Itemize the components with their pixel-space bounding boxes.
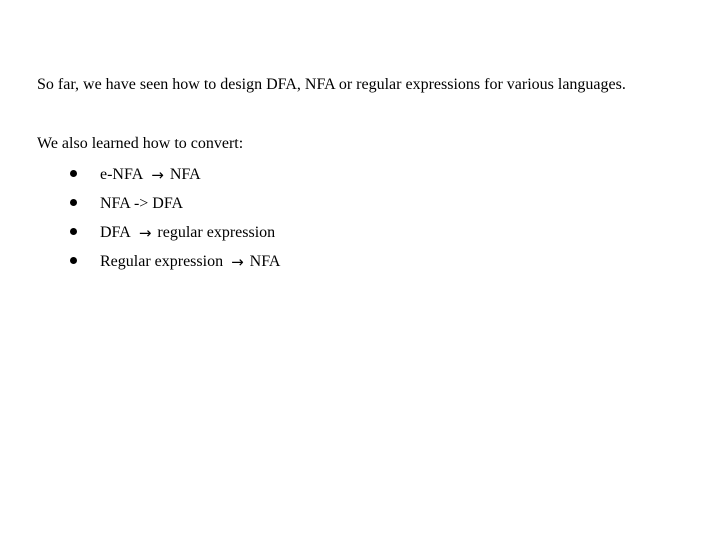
list-item (70, 218, 280, 247)
list-item (70, 189, 280, 218)
bullet-icon (70, 257, 77, 264)
arrow-right-icon: → (138, 223, 152, 242)
conversion-text: NFA -> DFA (100, 194, 184, 212)
subheading: We also learned how to convert: (37, 135, 244, 152)
list-item (70, 247, 280, 276)
conversion-from: e-NFA (100, 165, 144, 183)
conversion-list (70, 160, 280, 276)
intro-text: So far, we have seen how to design DFA, NFA or regular expressions for various languages. (37, 76, 626, 93)
list-item (70, 160, 280, 189)
conversion-from: Regular expression (100, 252, 224, 270)
arrow-right-icon: → (231, 252, 244, 271)
bullet-icon (70, 199, 77, 206)
conversion-to: regular expression (157, 223, 276, 241)
arrow-right-icon: → (151, 165, 164, 184)
conversion-to: NFA (249, 252, 281, 270)
bullet-icon (70, 228, 77, 235)
conversion-from: DFA (100, 223, 131, 241)
bullet-icon (70, 170, 77, 177)
conversion-to: NFA (169, 165, 201, 183)
